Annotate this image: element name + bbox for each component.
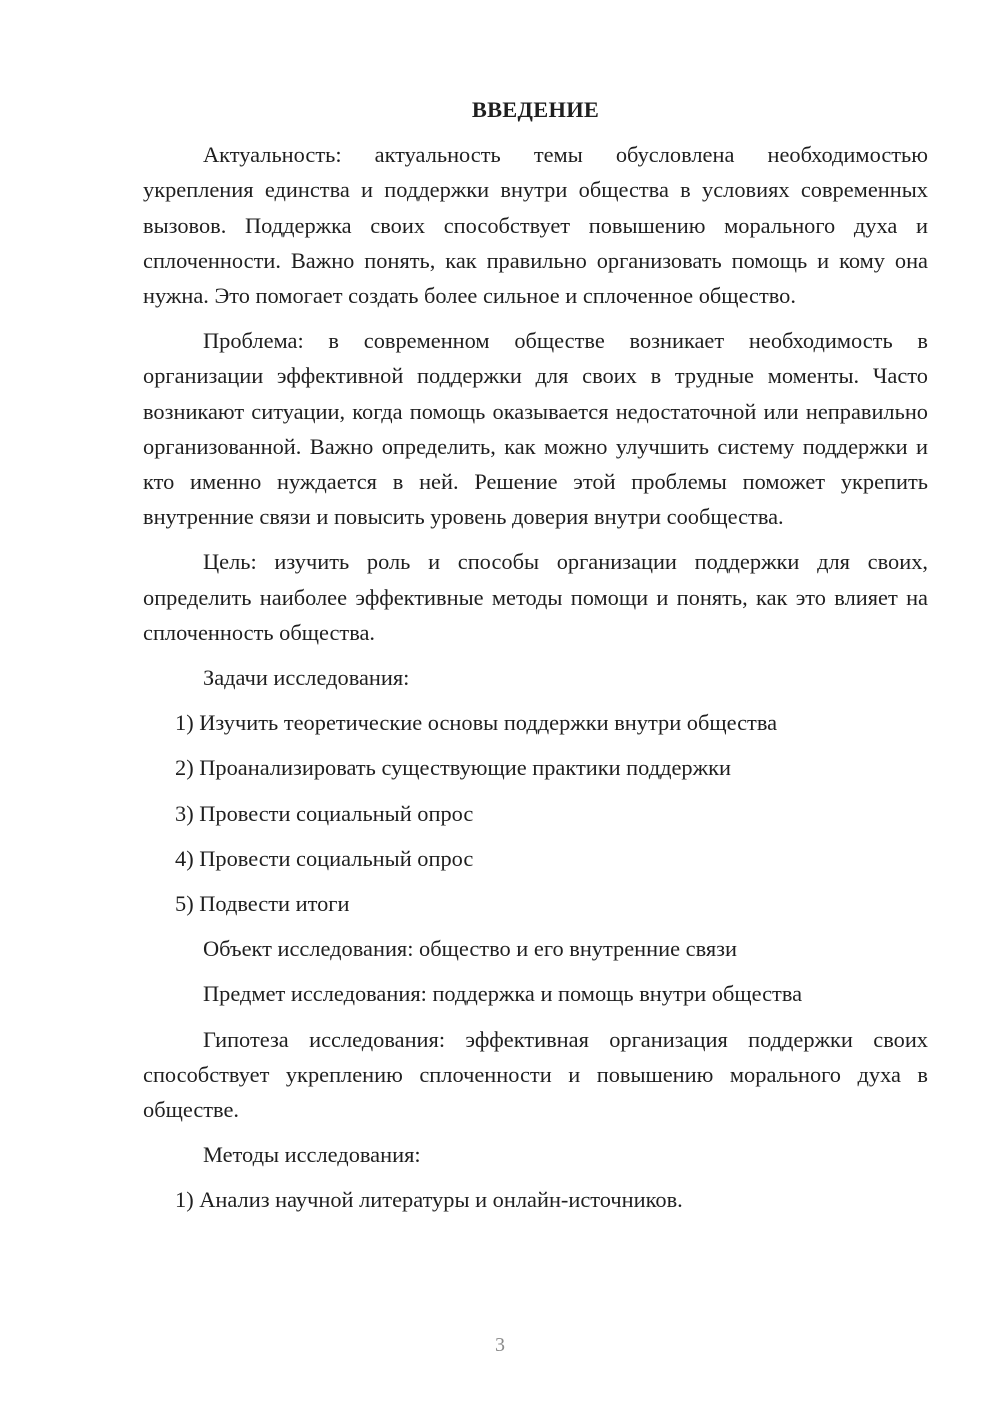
section-title: ВВЕДЕНИЕ [471, 97, 600, 122]
task-item: 3) Провести социальный опрос [175, 800, 474, 826]
goal-paragraph: Цель: изучить роль и способы организации поддержки для своих, определить наиболее эффективные методы помощи и понять, как это влияет на сплоченность общества. [143, 549, 928, 645]
page-number: 3 [495, 1334, 505, 1356]
task-item: 5) Подвести итоги [175, 891, 350, 917]
problem-paragraph: Проблема: в современном обществе возникает необходимость в организации эффективной поддержки для своих в трудные моменты. Часто возникают ситуации, когда помощь оказывается недостаточной или неправильно организованной. Важно определить, как можно улучшить систему поддержки и кто именно нуждается в ней. Решение этой проблемы поможет укрепить внутренние связи и повысить уровень доверия внутри сообщества. [143, 328, 928, 530]
method-item: 1) Анализ научной литературы и онлайн-источников. [175, 1187, 683, 1213]
object-line: Объект исследования: общество и его внутренние связи [203, 936, 738, 962]
methods-heading: Методы исследования: [203, 1142, 421, 1168]
hypothesis-paragraph: Гипотеза исследования: эффективная организация поддержки своих способствует укреплению сплоченности и повышению морального духа в обществе. [143, 1026, 928, 1123]
task-item: 2) Проанализировать существующие практики поддержки [175, 755, 731, 781]
relevance-paragraph: Актуальность: актуальность темы обусловлена необходимостью укрепления единства и поддержки внутри общества в условиях современных вызовов. Поддержка своих способствует повышению морального духа и сплоченности. Важно понять, как правильно организовать помощь и кому она нужна. Это помогает создать более сильное и сплоченное общество. [143, 142, 928, 309]
tasks-heading: Задачи исследования: [203, 665, 410, 691]
task-item: 4) Провести социальный опрос [175, 845, 474, 871]
task-item: 1) Изучить теоретические основы поддержки внутри общества [175, 710, 778, 736]
subject-line: Предмет исследования: поддержка и помощь внутри общества [203, 981, 803, 1007]
document-page [143, 92, 928, 1228]
